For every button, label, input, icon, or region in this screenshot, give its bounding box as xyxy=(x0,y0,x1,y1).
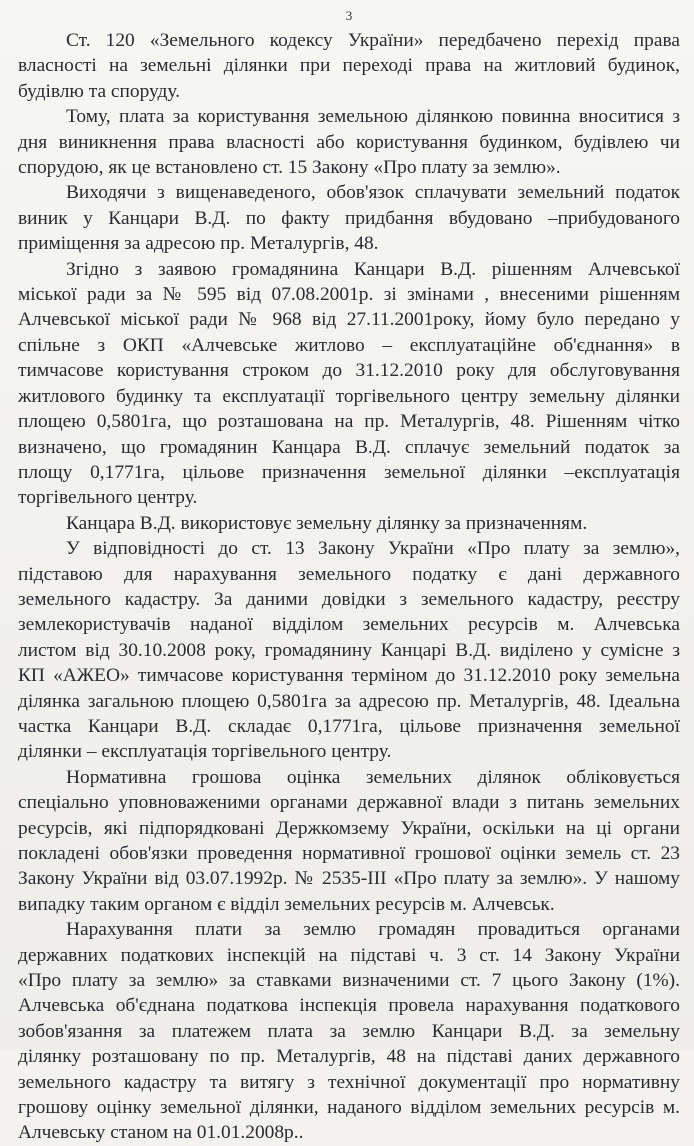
text-line: дня виникнення права власності або користування будинком, будівлею чи xyxy=(18,131,680,153)
text-line: КП «АЖЕО» тимчасове користування терміном до 31.12.2010 року земельна xyxy=(18,665,680,687)
text-line: власності на земельні ділянки при переході права на житловий будинок, xyxy=(18,55,680,77)
paragraph xyxy=(18,180,680,256)
paragraph xyxy=(18,917,680,1146)
document-body xyxy=(18,28,680,1146)
paragraph xyxy=(18,257,680,511)
text-line: визначено, що громадянин Канцара В.Д. сплачує земельний податок за xyxy=(18,436,680,458)
paragraph xyxy=(18,511,680,536)
text-line: спільне з ОКП «Алчевське житлово – експлуатаційне об'єднання» в xyxy=(18,334,680,356)
text-line: Алчевської міської ради № 968 від 27.11.2001року, йому було передано у xyxy=(18,309,680,331)
text-line: тимчасове користування строком до 31.12.2010 року для обслуговування xyxy=(18,360,680,382)
text-line: міської ради за № 595 від 07.08.2001р. зі змінами , внесеними рішенням xyxy=(18,284,680,306)
page-number: 3 xyxy=(345,8,353,23)
text-line: ресурсів, які підпорядковані Держкомзему України, оскільки на ці органи xyxy=(18,817,680,839)
text-line: землекористувачів наданої відділом земельних ресурсів м. Алчевська xyxy=(18,614,680,636)
text-line: виник у Канцари В.Д. по факту придбання вбудовано –прибудованого xyxy=(18,207,680,229)
text-line: Нормативна грошова оцінка земельних ділянок обліковується xyxy=(66,766,680,788)
text-line: державних податкових інспекцій на підставі ч. 3 ст. 14 Закону України xyxy=(18,944,680,966)
text-line: спеціально уповноваженими органами державної влади з питань земельних xyxy=(18,792,680,814)
paragraph xyxy=(18,28,680,104)
text-line: Закону України від 03.07.1992р. № 2535-ІІІ «Про плату за землю». У нашому xyxy=(18,868,680,890)
text-line: спорудою, як це встановлено ст. 15 Закону «Про плату за землю». xyxy=(18,157,561,179)
text-line: торгівельного центру. xyxy=(18,487,198,509)
text-line: випадку таким органом є відділ земельних ресурсів м. Алчевськ. xyxy=(18,893,555,915)
text-line: приміщення за адресою пр. Металургів, 48. xyxy=(18,233,379,255)
text-line: Нарахування плати за землю громадян провадиться органами xyxy=(66,919,680,941)
text-line: ділянка загальною площею 0,5801га за адресою пр. Металургів, 48. Ідеальна xyxy=(18,690,680,712)
text-line: зобов'язання за платежем плата за землю Канцари В.Д. за земельну xyxy=(18,1020,680,1042)
text-line: Згідно з заявою громадянина Канцари В.Д. рішенням Алчевської xyxy=(66,258,680,280)
paragraph xyxy=(18,536,680,765)
text-line: У відповідності до ст. 13 Закону України «Про плату за землю», xyxy=(66,538,680,560)
text-line: земельного кадастру. За даними довідки з земельного кадастру, реєстру xyxy=(18,588,680,610)
text-line: ділянки – експлуатація торгівельного центру. xyxy=(18,741,392,763)
text-line: грошову оцінку земельної ділянки, наданого відділом земельних ресурсів м. xyxy=(18,1097,680,1119)
paragraph xyxy=(18,765,680,917)
text-line: частка Канцари В.Д. складає 0,1771га, цільове призначення земельної xyxy=(18,715,680,737)
text-line: площею 0,5801га, що розташована на пр. Металургів, 48. Рішенням чітко xyxy=(18,411,680,433)
text-line: житлового будинку та експлуатації торгівельного центру земельну ділянки xyxy=(18,385,680,407)
text-line: будівлю та споруду. xyxy=(18,80,180,102)
text-line: підставою для нарахування земельного податку є дані державного xyxy=(18,563,680,585)
text-line: Алчевська об'єднана податкова інспекція провела нарахування податкового xyxy=(18,995,680,1017)
text-line: ділянку розташовану по пр. Металургів, 48 на підставі даних державного xyxy=(18,1046,680,1068)
text-line: земельного кадастру та витягу з технічної документації про нормативну xyxy=(18,1071,680,1093)
text-line: Тому, плата за користування земельною ділянкою повинна вноситися з xyxy=(66,106,680,128)
text-line: листом від 30.10.2008 року, громадянину Канцарі В.Д. виділено у сумісне з xyxy=(18,639,680,661)
text-line: покладені обов'язки проведення нормативної грошової оцінки земель ст. 23 xyxy=(18,843,680,864)
text-line: Виходячи з вищенаведеного, обов'язок сплачувати земельний податок xyxy=(66,182,680,204)
text-line: площу 0,1771га, цільове призначення земельної ділянки –експлуатація xyxy=(18,461,680,483)
text-line: Алчевську станом на 01.01.2008р.. xyxy=(18,1122,304,1144)
text-line: «Про плату за землю» за ставками визначеними ст. 7 цього Закону (1%). xyxy=(18,970,680,992)
paragraph xyxy=(18,104,680,180)
text-line: Канцара В.Д. використовує земельну ділянку за призначенням. xyxy=(66,512,588,534)
text-line: Ст. 120 «Земельного кодексу України» передбачено перехід права xyxy=(66,30,680,51)
